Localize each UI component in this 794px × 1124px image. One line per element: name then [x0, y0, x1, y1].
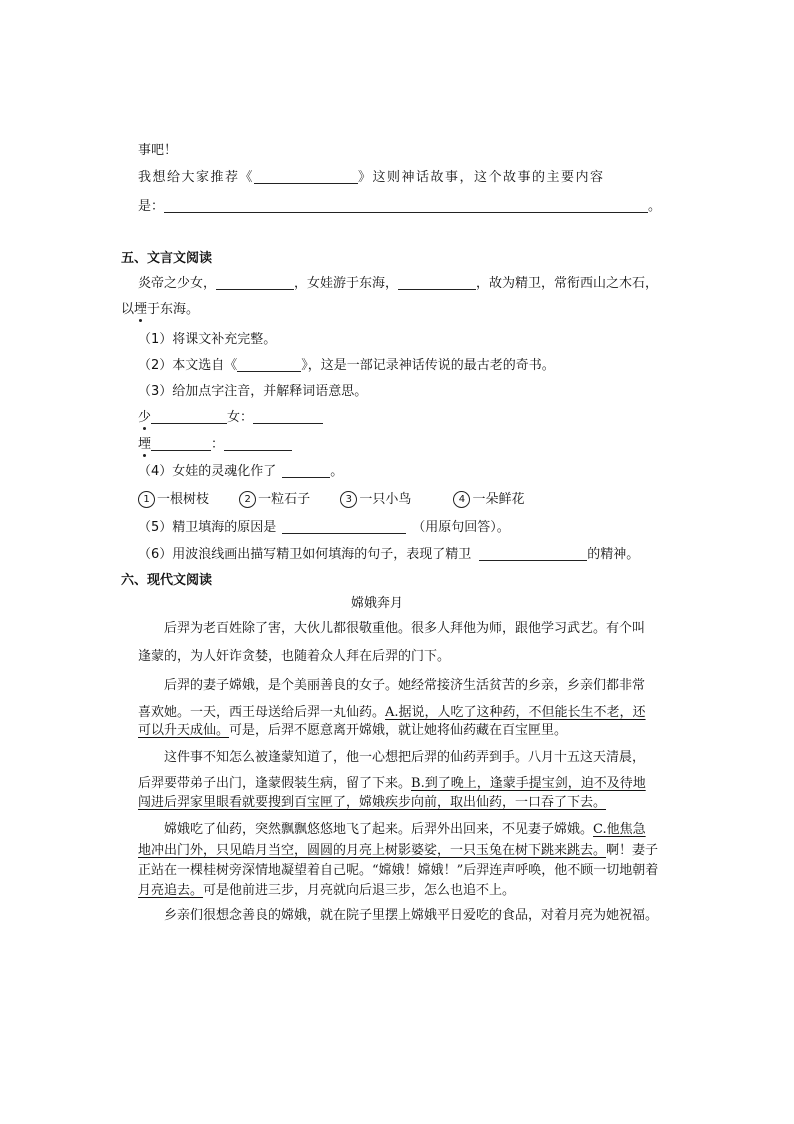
article-line-9: 嫦娥吃了仙药，突然飘飘悠悠地飞了起来。后羿外出回来，不见妻子嫦娥。C.他焦急 [164, 822, 646, 837]
option-4[interactable]: 4 一朵鲜花 [453, 491, 524, 509]
reason-blank[interactable] [282, 519, 406, 534]
classical-blank-2[interactable] [398, 275, 476, 290]
sentence-a-end: 可以升天成仙。 [138, 723, 230, 738]
sentence-a: A.据说，人吃了这种药，不但能长生不老，还 [385, 705, 646, 720]
spirit-blank[interactable] [479, 546, 587, 561]
option-2[interactable]: 2 一粒石子 [239, 491, 310, 509]
recommend-line: 我想给大家推荐《 》这则神话故事，这个故事的主要内容 [138, 170, 605, 185]
article-line-10: 地冲出门外，只见皓月当空，圆圆的月亮上树影婆娑，一只玉兔在树下跳来跳去。啊！妻子 [138, 843, 659, 858]
article-line-2: 逢蒙的，为人奸诈贪婪，也随着众人拜在后羿的门下。 [138, 649, 451, 664]
story-name-blank[interactable] [254, 169, 358, 184]
sentence-c-end: 地冲出门外，只见皓月当空，圆圆的月亮上树影婆娑，一只玉兔在树下跳来跳去。 [138, 843, 607, 858]
article-line-4: 喜欢她。一天，西王母送给后羿一丸仙药。A.据说，人吃了这种药，不但能长生不老，还 [138, 705, 646, 720]
article-line-7: 后羿要带弟子出门，逢蒙假装生病，留了下来。B.到了晚上，逢蒙手提宝剑，迫不及待地 [138, 776, 646, 791]
sentence-d: 月亮追去。 [138, 883, 204, 898]
option-3[interactable]: 3 一只小鸟 [340, 491, 411, 509]
char-row-shao-nv: 少 女： [138, 409, 323, 427]
shao-pinyin-blank[interactable] [151, 409, 227, 424]
main-content-blank[interactable] [164, 198, 648, 213]
question-6: （6）用波浪线画出描写精卫如何填海的句子，表现了精卫 的精神。 [138, 547, 640, 562]
nv-meaning-blank[interactable] [253, 409, 323, 424]
main-content-line: 是： 。 [138, 199, 662, 214]
classical-text-line-1: 炎帝之少女， ，女娃游于东海， ，故为精卫，常衔西山之木石， [138, 276, 659, 291]
question-1: （1）将课文补充完整。 [138, 332, 277, 347]
sentence-c: C.他焦急 [593, 822, 646, 837]
question-4: （4）女娃的灵魂化作了 。 [138, 464, 344, 479]
classical-blank-1[interactable] [216, 275, 294, 290]
question-3: （3）给加点字注音，并解释词语意思。 [138, 384, 368, 399]
dotted-char-yin: 堙 [134, 302, 148, 317]
question-2: （2）本文选自《 》，这是一部记录神话传说的最古老的奇书。 [138, 358, 555, 373]
article-line-6: 这件事不知怎么被逢蒙知道了，他一心想把后羿的仙药弄到手。八月十五这天清晨， [164, 750, 646, 765]
section-heading-classical: 五、文言文阅读 [121, 251, 213, 266]
yin-meaning-blank[interactable] [224, 436, 292, 451]
story-line-end: 事吧！ [138, 143, 178, 158]
article-line-12: 月亮追去。可是他前进三步，月亮就向后退三步，怎么也追不上。 [138, 883, 516, 898]
article-line-13: 乡亲们很想念善良的嫦娥，就在院子里摆上嫦娥平日爱吃的食品，对着月亮为她祝福。 [164, 908, 659, 923]
article-title: 嫦娥奔月 [351, 596, 404, 611]
char-row-yin: 堙 ： [138, 436, 292, 454]
sentence-b: B.到了晚上，逢蒙手提宝剑，迫不及待地 [411, 776, 646, 791]
article-line-1: 后羿为老百姓除了害，大伙儿都很敬重他。很多人拜他为师，跟他学习武艺。有个叫 [164, 621, 646, 636]
section-heading-modern: 六、现代文阅读 [121, 573, 213, 588]
soul-blank[interactable] [282, 463, 330, 478]
yin-pinyin-blank[interactable] [151, 436, 211, 451]
article-line-8 [138, 794, 606, 812]
sentence-b-end: 闯进后羿家里眼看就要搜到百宝匣了，嫦娥疾步向前，取出仙药，一口吞了下去。 [138, 795, 607, 810]
choice-options [138, 491, 550, 509]
question-5: （5）精卫填海的原因是 （用原句回答）。 [138, 520, 510, 535]
article-line-5: 可以升天成仙。可是，后羿不愿意离开嫦娥，就让她将仙药藏在百宝匣里。 [138, 723, 568, 738]
classical-text-line-2: 以堙于东海。 [121, 302, 200, 317]
book-name-blank[interactable] [237, 357, 301, 372]
article-line-11: 正站在一棵桂树旁深情地凝望着自己呢。“嫦娥！嫦娥！”后羿连声呼唤，他不顾一切地朝着 [138, 863, 659, 878]
option-1[interactable]: 1 一根树枝 [138, 491, 209, 509]
article-line-3: 后羿的妻子嫦娥，是个美丽善良的女子。她经常接济生活贫苦的乡亲，乡亲们都非常 [164, 678, 646, 693]
